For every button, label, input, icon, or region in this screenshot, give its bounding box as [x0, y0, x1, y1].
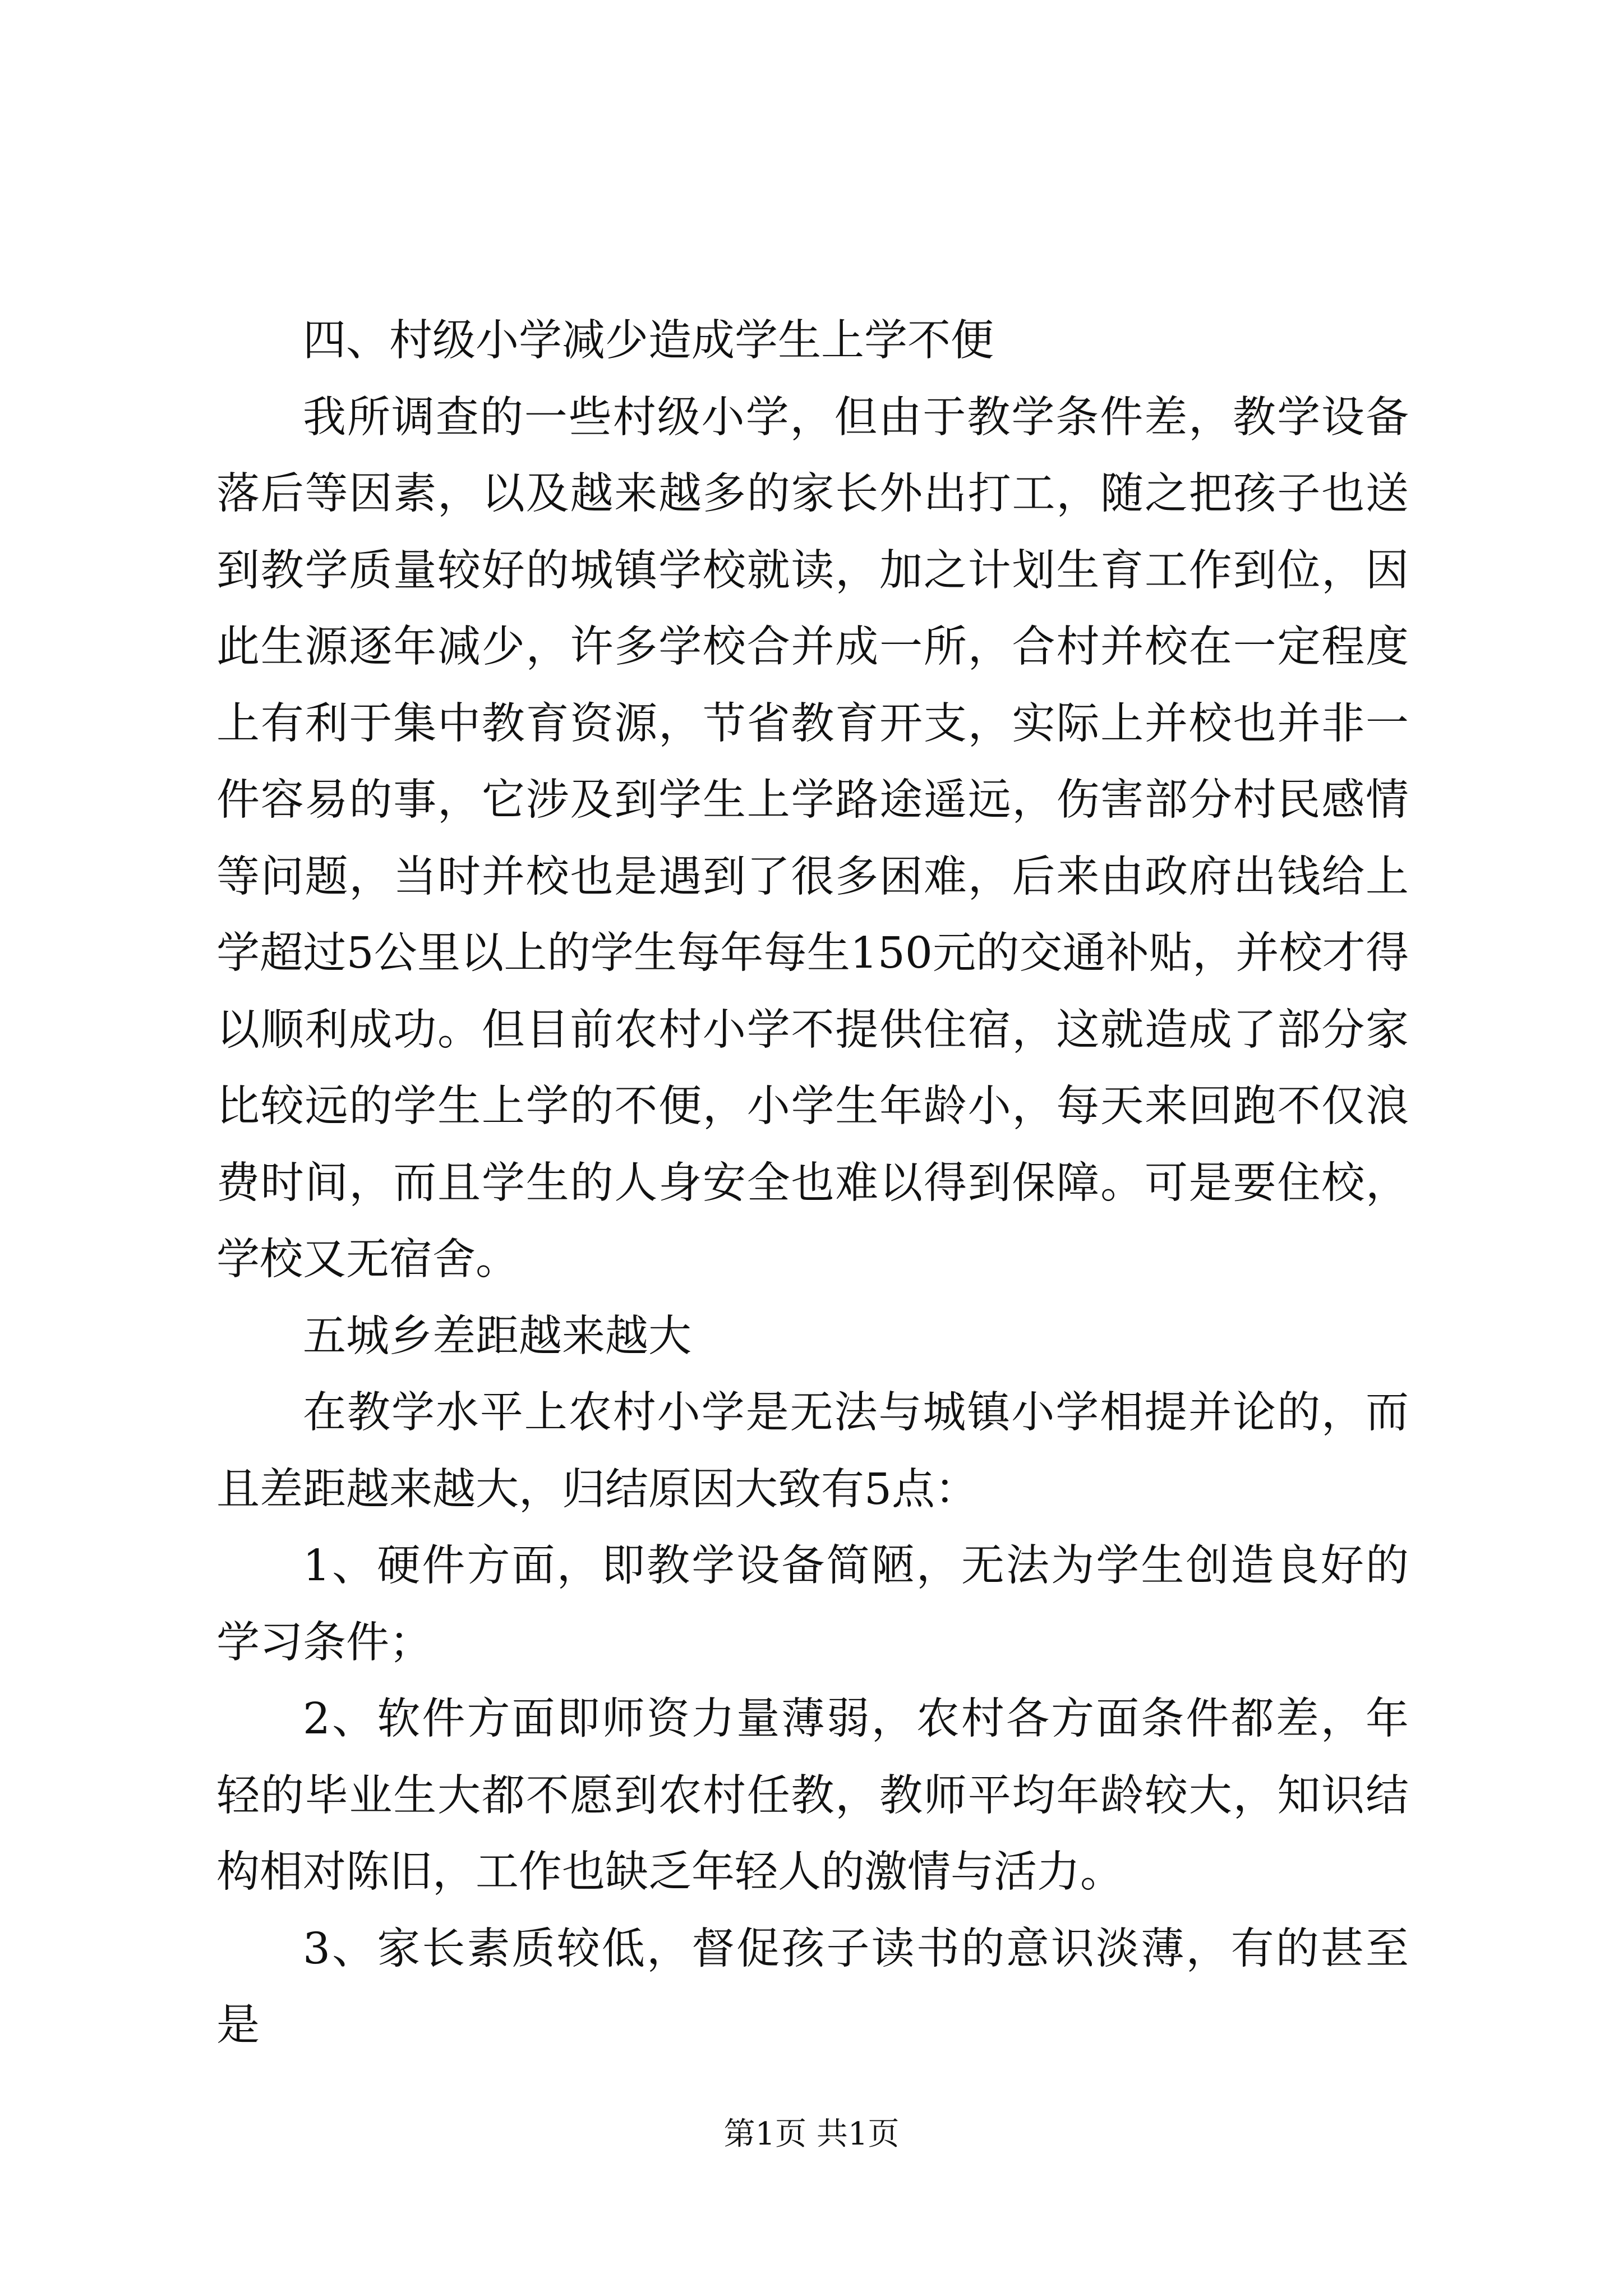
paragraph-urban-rural-gap: 在教学水平上农村小学是无法与城镇小学相提并论的，而且差距越来越大，归结原因大致有5点： — [216, 1388, 1409, 1515]
list-item-parents: 3、家长素质较低，督促孩子读书的意识淡薄，有的甚至是 — [216, 1924, 1409, 2050]
document-body — [216, 303, 1409, 2064]
paragraph-village-schools: 我所调查的一些村级小学，但由于教学条件差，教学设备落后等因素，以及越来越多的家长外出打工，随之把孩子也送到教学质量较好的城镇学校就读，加之计划生育工作到位，因此生源逐年减少，许多学校合并成一所，合村并校在一定程度上有利于集中教育资源，节省教育开支，实际上并校也并非一件容易的事，它涉及到学生上学路途遥远，伤害部分村民感情等问题，当时并校也是遇到了很多困难，后来由政府出钱给上学超过5公里以上的学生每年每生150元的交通补贴，并校才得以顺利成功。但目前农村小学不提供住宿，这就造成了部分家比较远的学生上学的不便，小学生年龄小，每天来回跑不仅浪费时间，而且学生的人身安全也难以得到保障。可是要住校，学校又无宿舍。 — [216, 392, 1409, 1285]
section-heading-five: 五城乡差距越来越大 — [303, 1311, 691, 1361]
list-item-hardware: 1、硬件方面，即教学设备简陋，无法为学生创造良好的学习条件； — [216, 1541, 1409, 1668]
section-heading-four: 四、村级小学减少造成学生上学不便 — [303, 316, 994, 366]
page-footer: 第1页 共1页 — [723, 2116, 900, 2152]
list-item-software: 2、软件方面即师资力量薄弱，农村各方面条件都差，年轻的毕业生大都不愿到农村任教，教师平均年龄较大，知识结构相对陈旧，工作也缺乏年轻人的激情与活力。 — [216, 1694, 1409, 1897]
